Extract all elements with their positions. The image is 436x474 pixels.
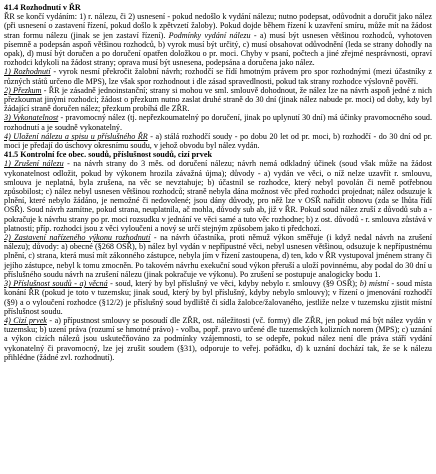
paragraph-item-3 xyxy=(4,113,432,131)
item-1-text: - vyrok nesmí překročit žalobní návrh; rozhodčí se řídí hmotným právem pro spor rozhodnými (mezi účastníky z různých států určeno dle MPS), lze však spor rozhodnout i dle zásad spravedlnosti, pokud tak strany rozhodce výslovně pověří. xyxy=(4,67,432,86)
item-415-2-label: 2) Zastavení nařízeného výkonu rozhodnutí xyxy=(4,233,151,243)
item-415-2-text: - na návrh účastníka, proti němuž výkon směřuje (i když nedal návrh na zrušení nálezu); důvody: a) obecné (§268 OSŘ), b) nález byl vydán v nepřípustné věci, nebyl usnesen většinou, odsuzuje k nepřípustnému plnění, c) strana, která musí mít zákonného zástupce, nebyla jím v řízení zastoupena, d) ten, kdo v ŘR vystupoval jménem strany či jejího zástupce, nebyl k tomu zmocněn. Po takovém návrhu exekuční soud výkon přeruší a uloží povinnému, aby podal do 30 dní u příslušného soudu návrh na zrušení nálezu (jinak pokračuje ve výkonu). Po zrušení se postupuje analogicky bodu 1. xyxy=(4,233,432,279)
item-415-3-label: 3) Příslušnost soudů - a) věcná xyxy=(4,279,108,289)
item-415-1-label: 1) Zrušení nálezu xyxy=(4,159,64,169)
paragraph-415-item-1 xyxy=(4,159,432,233)
item-4-label: 4) Uložení nálezu a spisu u příslušného ŘR xyxy=(4,131,148,141)
item-415-4-text: - a) přípustnost smlouvy se posoudí dle ZŘR, ost. náležitosti (vč. formy) dle ZŘR, jen pokud má být nález vydán v tuzemsku; b) uzení práva (rozumí se hmotné právo) - volba, popř. pravo určené dle tuzemských kolizních norem (MPS); c) uznání a výkon cizích nálezů jsou uskutečňováno za podmínky vzájemnosti, to se odepře, pokud nález není dle práva stáří vydání vykonatelný či pravomocný, lze jej zrušit soudem (§31), odporuje to veřej. pořádku, d) k uznání dochází tak, že se k nálezu přihlédne (žádné zvl. rozhodnutí). xyxy=(4,315,432,362)
item-415-1-text: - na návrh strany do 3 měs. od doručení nálezu; návrh nemá odkladný účinek (soud však může na žádost vykonatelnost odložit, pokud by výkonem hrozila závažná újma); důvody - a) vydán ve věci, o níž nelze uzavřít r. smlouvu, smlouva je neplatná, byla zrušena, na věc se nevztahuje; b) účastnil se rozhodce, který nebyl povolán či nemě potřebnou způsobilost; c) nález nebyl usnesen většinou rozhodců; straně nebyla dána možnost věc před rozhodci projednat; nález odsuzuje k plnění, které nebylo žádáno, je nemožné či nedovolené; jsou dány důvody, pro něž lze v OSŘ nařídit obnovu (zda se lhůta řídí OSŘ). Soud návrh zamítne, pokud strana, neuplatnila, ač mohla, důvody sub ab, již v ŘR. Pokud soud nález zruší z důvodů sub a - pokračuje k návrhu strany po pr. moci rozsudku v jednání ve věci samé a tuto věc rozhodne; b) z ost. důvodů - r. smlouva zůstává v platnosti; příp. rozhodci jsou z věci vyloučeni a nový se určí stejným způsobem jako ti předchozí. xyxy=(4,159,432,233)
section-heading-41-5: 41.5 Kontrolní fce obec. soudů, příslušnost soudů, cizí prvek xyxy=(4,150,212,160)
paragraph-item-4 xyxy=(4,132,432,150)
conditions-text: - a) musí být usnesen většinou rozhodců, vyhotoven písemně a podepsán aspoň většinou rozhodců, b) vyrok musí být určitý, c) musí obsahovat odůvodnění (leda se strany dohodly na opak), d) musí být doručen a po doručení opatřen doložkou o pr. moci. Chyby v psaní, počtech a jiné zřejmé nesprávnosti, opraví rozhodci kdykoli na žádost strany; oprava musí být usnesena, podepsána a doručena jako nález. xyxy=(4,30,432,68)
item-415-3-label-b: b) místní xyxy=(359,279,389,289)
conditions-label: Podmínky vydání nálezu xyxy=(168,30,251,40)
item-2-label: 2) Přezkum xyxy=(4,85,42,95)
item-3-label: 3) Vykonatelnost xyxy=(4,113,59,123)
paragraph-intro xyxy=(4,12,432,67)
paragraph-item-2 xyxy=(4,86,432,114)
item-2-text: - ŘR je zásadně jednoinstanční; strany si mohou ve sml. smlouvě dohodnout, že nález lze na návrh aspoň jedné z nich přezkoumat jinými rozhodci; žádost o přezkum nutno zaslat druhé straně do 30 dní (jinak nález nabude pr. moci) od doby, kdy byl žádající straně doručen nález; přezkum probíhá dle ZŘR. xyxy=(4,85,432,114)
item-3-text: - pravomocný nález (tj. nepřezkoumatelný po doručení, jinak po uplynutí 30 dní) má účinky pravomocného soud. rozhodnutí a je soudně vykonatelný. xyxy=(4,113,432,132)
item-415-3-text-a: - soud, který by byl příslušný ve věci, kdyby nebylo r. smlouvy (§9 OSŘ); xyxy=(107,279,360,289)
section-heading-41-4: 41.4 Rozhodnutí v ŘR xyxy=(4,3,81,12)
item-1-label: 1) Rozhodnutí xyxy=(4,67,51,77)
intro-text: ŘR se končí vydáním: 1) r. nálezu, či 2) usnesení - pokud nedošlo k vydání nálezu; nutno podepsat, odůvodnit a doručit jako nález (při usnesení o zastavení řízení, pokud došlo k zpětvzetí žaloby). Pokud dojde během řízení k uzavření smíru, může mít na žádost stran formu nálezu (jinak se jen zastaví řízení). xyxy=(4,12,432,40)
item-4-text: - a) stálá rozhodčí soudy - po dobu 20 let od pr. moci, b) rozhodčí - do 30 dní od pr. moci je předají do úschovy okresnímu soudu, v jehož obvodu byl nález vydán. xyxy=(4,131,432,151)
paragraph-415-item-4 xyxy=(4,316,432,362)
paragraph-415-item-3 xyxy=(4,279,432,316)
paragraph-415-item-2 xyxy=(4,233,432,279)
item-415-3-text-b: - soud místa konání ŘR (pokud je toto v tuzemsku; jinak soud, který by byl příslušný, kdyby nebylo smlouvy); v řízení o jmenování rozhodčí (§9) a o vyloučení rozhodce (§12/2) je příslušný soud bydliště či sídla žalobce/žalovaného, jestliže nelze v tuzemsku zjistit místní příslušnost soudu. xyxy=(4,279,433,316)
item-415-4-label: 4) Cizí prvek xyxy=(4,315,47,325)
paragraph-item-1 xyxy=(4,67,432,85)
